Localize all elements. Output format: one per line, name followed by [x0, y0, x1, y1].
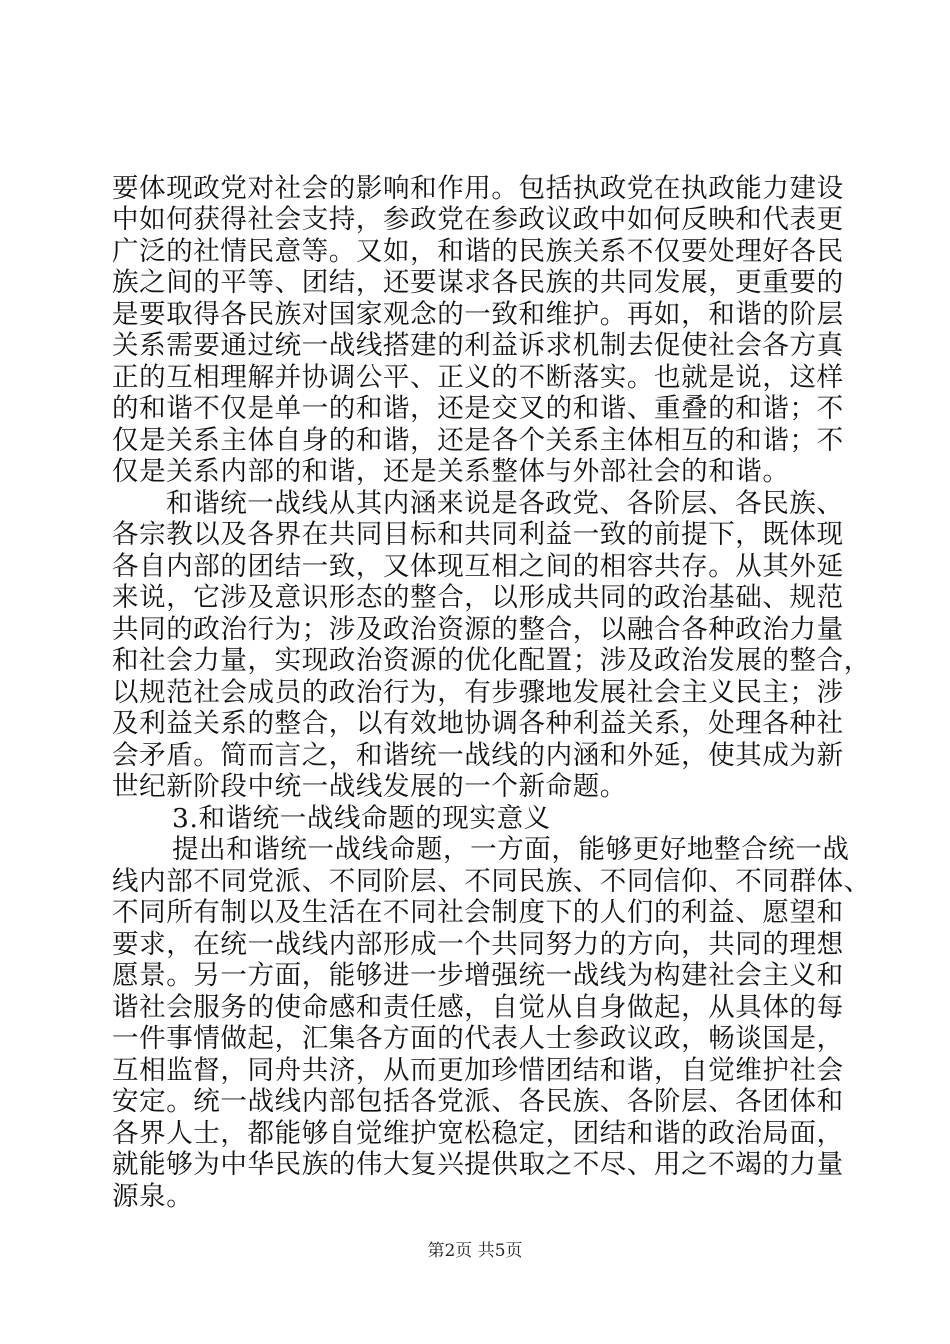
text-line: 和社会力量，实现政治资源的优化配置；涉及政治发展的整合，	[112, 645, 871, 677]
text-line: 就能够为中华民族的伟大复兴提供取之不尽、用之不竭的力量	[112, 1149, 844, 1181]
text-line: 和谐统一战线从其内涵来说是各政党、各阶层、各民族、	[166, 487, 844, 519]
text-line: 互相监督，同舟共济，从而更加珍惜团结和谐，自觉维护社会	[112, 1054, 844, 1086]
text-line: 关系需要通过统一战线搭建的利益诉求机制去促使社会各方真	[112, 330, 844, 362]
text-line: 族之间的平等、团结，还要谋求各民族的共同发展，更重要的	[112, 267, 844, 299]
section-heading: 3.和谐统一战线命题的现实意义	[172, 802, 551, 834]
text-line: 一件事情做起，汇集各方面的代表人士参政议政，畅谈国是，	[112, 1023, 844, 1055]
text-line: 以规范社会成员的政治行为，有步骤地发展社会主义民主；涉	[112, 676, 844, 708]
text-line: 各宗教以及各界在共同目标和共同利益一致的前提下，既体现	[112, 519, 844, 551]
text-line: 来说，它涉及意识形态的整合，以形成共同的政治基础、规范	[112, 582, 844, 614]
text-line: 各自内部的团结一致，又体现互相之间的相容共存。从其外延	[112, 550, 844, 582]
text-line: 广泛的社情民意等。又如，和谐的民族关系不仅要处理好各民	[112, 235, 844, 267]
text-line: 源泉。	[112, 1180, 194, 1212]
text-line: 不同所有制以及生活在不同社会制度下的人们的利益、愿望和	[112, 897, 844, 929]
text-line: 安定。统一战线内部包括各党派、各民族、各阶层、各团体和	[112, 1086, 844, 1118]
text-line: 世纪新阶段中统一战线发展的一个新命题。	[112, 771, 627, 803]
text-line: 各界人士，都能够自觉维护宽松稳定，团结和谐的政治局面，	[112, 1117, 844, 1149]
text-line: 的和谐不仅是单一的和谐，还是交叉的和谐、重叠的和谐；不	[112, 393, 844, 425]
text-line: 共同的政治行为；涉及政治资源的整合，以融合各种政治力量	[112, 613, 844, 645]
text-line: 要求，在统一战线内部形成一个共同努力的方向，共同的理想	[112, 928, 844, 960]
page-number-footer: 第2页 共5页	[427, 1241, 523, 1261]
text-line: 会矛盾。简而言之，和谐统一战线的内涵和外延，使其成为新	[112, 739, 844, 771]
text-line: 及利益关系的整合，以有效地协调各种利益关系，处理各种社	[112, 708, 844, 740]
text-line: 提出和谐统一战线命题，一方面，能够更好地整合统一战	[172, 834, 850, 866]
text-line: 线内部不同党派、不同阶层、不同民族、不同信仰、不同群体、	[112, 865, 871, 897]
text-line: 谐社会服务的使命感和责任感，自觉从自身做起，从具体的每	[112, 991, 844, 1023]
text-line: 要体现政党对社会的影响和作用。包括执政党在执政能力建设	[112, 173, 844, 204]
text-line: 愿景。另一方面，能够进一步增强统一战线为构建社会主义和	[112, 960, 844, 992]
text-line: 是要取得各民族对国家观念的一致和维护。再如，和谐的阶层	[112, 298, 844, 330]
text-line: 仅是关系内部的和谐，还是关系整体与外部社会的和谐。	[112, 456, 790, 488]
text-line: 中如何获得社会支持，参政党在参政议政中如何反映和代表更	[112, 204, 844, 236]
text-line: 仅是关系主体自身的和谐，还是各个关系主体相互的和谐；不	[112, 424, 844, 456]
text-line: 正的互相理解并协调公平、正义的不断落实。也就是说，这样	[112, 361, 844, 393]
